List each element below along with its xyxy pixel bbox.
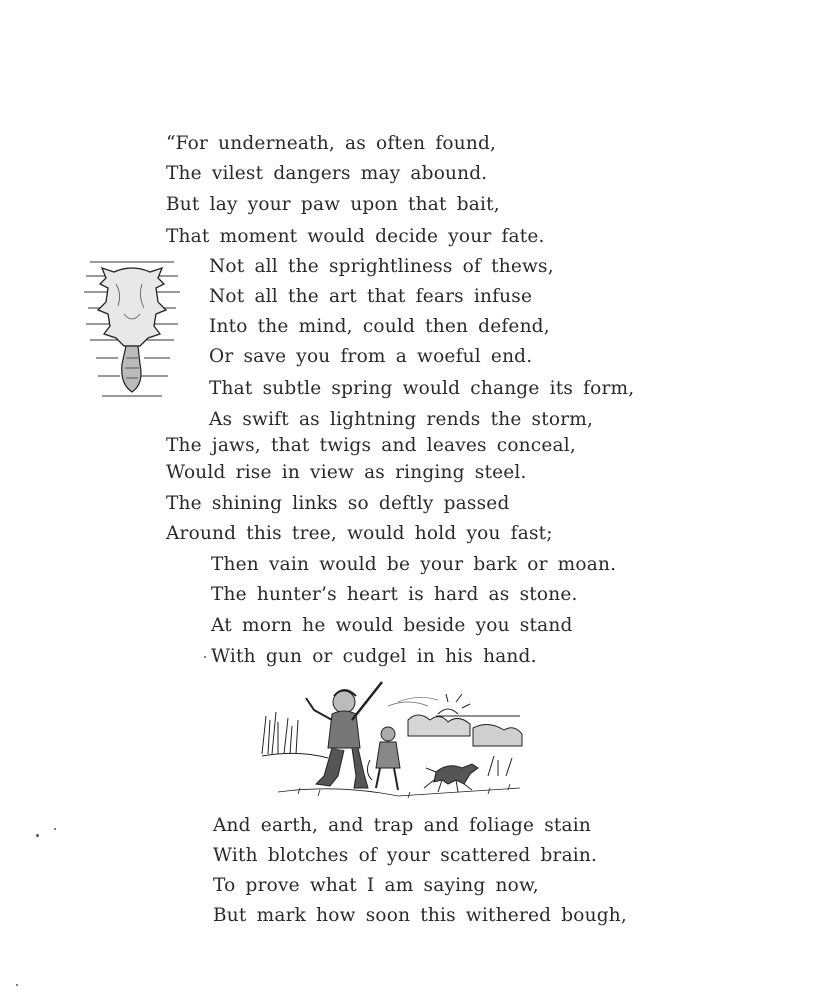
poem-line: Or save you from a woeful end.: [209, 346, 533, 367]
poem-line: That moment would decide your fate.: [166, 226, 545, 247]
poem-line: Around this tree, would hold you fast;: [166, 523, 553, 544]
poem-line: The jaws, that twigs and leaves conceal,: [166, 435, 576, 456]
poem-line: The vilest dangers may abound.: [166, 163, 488, 184]
poem-line: Not all the sprightliness of thews,: [209, 256, 554, 277]
poem-line: Then vain would be your bark or moan.: [211, 554, 617, 575]
hunter-with-dog-vignette: [258, 676, 528, 806]
poem-line: To prove what I am saying now,: [213, 875, 539, 896]
poem-line: At morn he would beside you stand: [211, 615, 573, 636]
poem-line: Not all the art that fears infuse: [209, 286, 533, 307]
poem-line: But mark how soon this withered bough,: [213, 905, 628, 926]
paper-speck: [204, 656, 206, 658]
poem-line: Would rise in view as ringing steel.: [166, 462, 527, 483]
poem-line: “For underneath, as often found,: [166, 133, 497, 154]
paper-speck: [16, 984, 18, 986]
poem-line: But lay your paw upon that bait,: [166, 194, 500, 215]
poem-line: And earth, and trap and foliage stain: [213, 815, 592, 836]
poem-line: With blotches of your scattered brain.: [213, 845, 598, 866]
poem-line: Into the mind, could then defend,: [209, 316, 550, 337]
animal-pelt-icon: [82, 254, 182, 404]
paper-speck: [36, 834, 39, 837]
poem-line: With gun or cudgel in his hand.: [211, 646, 537, 667]
poem-line: That subtle spring would change its form,: [209, 378, 635, 399]
poem-line: As swift as lightning rends the storm,: [209, 409, 594, 430]
poem-line: The hunter’s heart is hard as stone.: [211, 584, 578, 605]
paper-speck: [54, 828, 56, 830]
poem-line: The shining links so deftly passed: [166, 493, 510, 514]
